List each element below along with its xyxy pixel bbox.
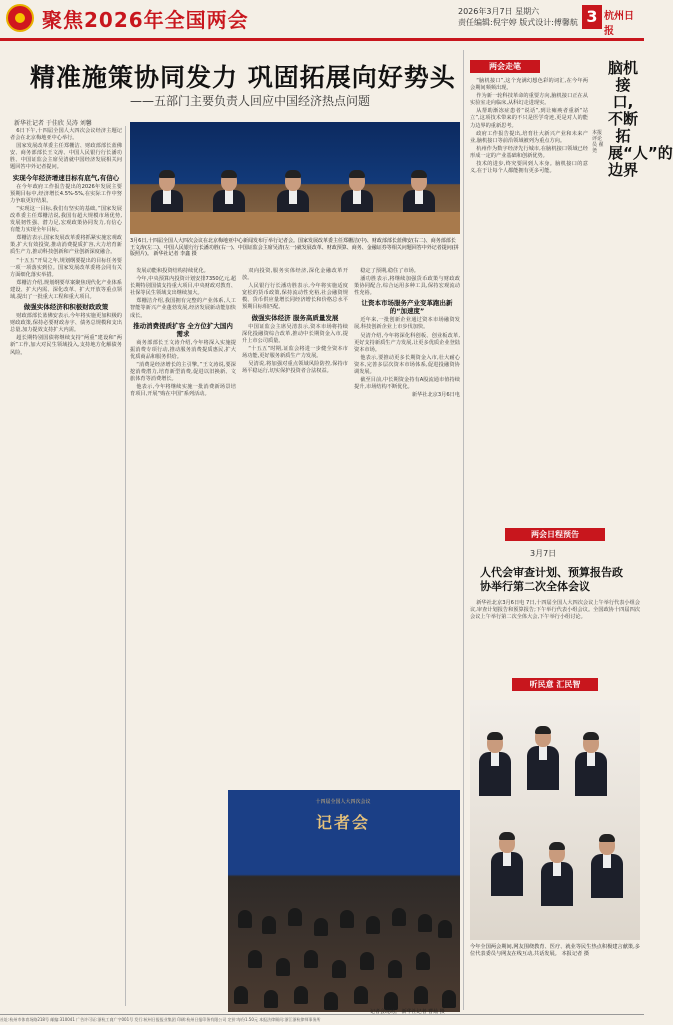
stage-subtitle: 十四届全国人大四次会议 bbox=[315, 799, 371, 805]
paragraph: 郑栅洁表示,国家发展改革委将抓紧实施宏观政策,扩大有效投资,推动消费提质扩容,大力培育新质生产力,推动科技创新和产业创新深度融合。 bbox=[10, 235, 122, 256]
paragraph: 在今年政府工作报告提出的2026年发展主要预期目标中,经济增长4.5%-5%,在实际工作中努力争取更好结果。 bbox=[10, 183, 122, 204]
paragraph: 吴清介绍,今年将深化科创板、创业板改革,更好支持新质生产力发展,让更多优质企业登陆资本市场。 bbox=[354, 332, 460, 353]
section-heading: 推动消费提质扩容 全方位扩大国内需求 bbox=[133, 321, 233, 338]
paragraph: 作为新一轮科技革命的重要方向,脑机接口正在从实验室走向临床,从科幻走进现实。 bbox=[470, 93, 588, 107]
article-column-4 bbox=[354, 268, 460, 788]
national-emblem-icon bbox=[6, 4, 34, 32]
paragraph: 郑栅洁介绍,规划纲要草案聚焦现代化产业体系建设、扩大内需、深化改革、扩大开放等重点领域,提出了一批重大工程和重大项目。 bbox=[10, 279, 122, 300]
paragraph: 他表示,今年将继续实施一批消费新场景培育项目,开展“购在中国”系列活动。 bbox=[130, 384, 236, 398]
paragraph: 稳定了预期,稳住了市场。 bbox=[360, 268, 419, 274]
paragraph: 截至目前,中长期资金持有A股流通市值持续提升,市场结构不断优化。 bbox=[354, 377, 460, 391]
column-divider bbox=[463, 50, 464, 1010]
paragraph: 国家发展改革委主任郑栅洁、财政部部长蓝佛安、商务部部长王文涛、中国人民银行行长潘功胜、中国证监会主席吴清就中国经济发展相关问题回答中外记者提问。 bbox=[10, 143, 122, 171]
two-sessions-column-tag: 两会走笔 bbox=[470, 60, 540, 73]
paragraph: “十五五”开局之年,规划纲要提出的目标任务要一项一项落实到位。国家发展改革委将会同有关方面细化落实举措。 bbox=[10, 257, 122, 278]
section-heading: 做强实体经济和积极财政政策 bbox=[23, 303, 109, 312]
section-heading: 实现今年经济增速目标有底气,有信心 bbox=[12, 173, 120, 182]
article-subhead: ——五部门主要负责人回应中国经济热点问题 bbox=[130, 94, 371, 108]
commentary-body bbox=[470, 78, 588, 518]
article-column-2 bbox=[130, 268, 236, 788]
preview-body bbox=[470, 600, 640, 660]
paragraph: 今年,中央预算内投资计划安排7350亿元,超长期特别国债支持重大项目,中央财政对教育、社保等民生领域支出继续加大。 bbox=[130, 276, 236, 297]
newspaper-logo: 杭州日报 bbox=[604, 11, 634, 37]
paragraph: 超长期特别国债将继续支持“两重”建设和“两新”工作,加大对民生领域投入,支持地方化解债务风险。 bbox=[10, 335, 122, 356]
conference-hall-photo bbox=[228, 790, 460, 1012]
paragraph: 中国证监会主席吴清表示,资本市场将持续深化投融资综合改革,推动中长期资金入市,提升上市公司质量。 bbox=[242, 323, 348, 344]
section-heading: 让资本市场服务产业变革跑出新的“加速度” bbox=[361, 299, 453, 316]
date-line: 2026年3月7日 星期六 bbox=[458, 7, 540, 16]
date-info bbox=[458, 6, 578, 28]
paragraph: “消费是经济增长的主引擎。”王文涛说,要深挖消费潜力,培育新型消费,促进以旧换新、文旅体育等消费增长。 bbox=[130, 361, 236, 383]
section-title: 聚焦2026年全国两会 bbox=[42, 8, 249, 32]
paragraph: 发展动能和投资结构持续优化。 bbox=[136, 268, 209, 274]
preview-headline: 人代会审查计划、预算报告政协举行第二次全体会议 bbox=[480, 566, 623, 593]
photo-caption: 3月6日,十四届全国人大四次会议在北京梅地亚中心新闻发布厅举行记者会。国家发展改革委主任郑栅洁(中)、财政部部长蓝佛安(右二)、商务部部长王文涛(左二)、中国人民银行行长潘功胜(右一)、中国证监会主席吴清(左一)就发展改革、财政预算、商务、金融证券等相关问题回答中外记者提问(拼版照片)。 新华社记者 李鑫 摄 bbox=[130, 238, 459, 258]
paragraph: “十五五”时期,证监会将进一步健全资本市场功能,更好服务新质生产力发展。 bbox=[242, 345, 348, 359]
column-divider bbox=[125, 126, 126, 1006]
paragraph: 双向投资,服务实体经济,深化金融改革开放。 bbox=[242, 268, 348, 282]
paragraph: 财政部部长蓝佛安表示,今年将实施更加积极的财政政策,保持必要财政赤字、债务总规模和支出总量,加力提效支持扩大内需。 bbox=[10, 313, 122, 334]
article-column-3 bbox=[242, 268, 348, 788]
paragraph: 从帮助渐冻症患者“说话”,到让瘫痪者重新“站立”,这项技术带来的不只是医学奇迹,更是对人的能力边界的重新思考。 bbox=[470, 108, 588, 129]
paragraph: 6日下午,十四届全国人大四次会议经济主题记者会在北京梅地亚中心举行。 bbox=[10, 128, 122, 142]
paragraph: 郑栅洁介绍,我国拥有完整的产业体系,人工智能等新兴产业蓬勃发展,经济发展新动能加快成长。 bbox=[130, 298, 236, 319]
stage-title: 记者会 bbox=[315, 813, 370, 832]
paragraph: 吴清说,将加强对重点领域风险防控,保持市场平稳运行,切实保护投资者合法权益。 bbox=[242, 361, 348, 375]
podium-desk bbox=[130, 212, 460, 234]
press-conference-photo bbox=[130, 122, 460, 234]
schedule-preview-tag: 两会日程预告 bbox=[505, 528, 605, 541]
paragraph: “脑机接口”,这个充满幻想色彩的词汇,在今年两会期间频频出现。 bbox=[470, 78, 588, 92]
public-opinion-tag: 听民意 汇民智 bbox=[512, 678, 598, 691]
preview-date: 3月7日 bbox=[530, 549, 557, 558]
paragraph: 技术的进步,终究要回到人本身。脑机接口的意义,在于让每个人都能拥有更多可能。 bbox=[470, 161, 588, 175]
photo2-caption: 记者会现场。 新华社记者 曹灿 摄 bbox=[370, 1009, 445, 1015]
article-byline: 新华社记者 于佳欣 吴涛 刘馨 bbox=[14, 120, 92, 127]
commentary-title: 脑机接口,不断拓展“人”的边界 bbox=[608, 59, 673, 179]
commentary-author: 本报评论员 翟尧 bbox=[592, 130, 604, 154]
article-credit: 新华社北京3月6日电 bbox=[411, 392, 460, 399]
paragraph: 商务部部长王文涛介绍,今年将深入实施提振消费专项行动,推动服务消费提质惠民,扩大优质商品和服务供给。 bbox=[130, 339, 236, 360]
paragraph: 他表示,要推动更多长期资金入市,壮大耐心资本,完善多层次资本市场体系,促进投融资协调发展。 bbox=[354, 354, 460, 376]
page-number: 3 bbox=[582, 5, 602, 29]
paragraph: 潘功胜表示,将继续加强货币政策与财政政策协同配合,综合运用多种工具,保持宏观流动性充裕。 bbox=[354, 276, 460, 297]
paragraph: 近年来,一批创新企业通过资本市场融资发展,科技创新企业上市步伐加快。 bbox=[354, 317, 460, 331]
paragraph: 政府工作报告提出,培育壮大新兴产业和未来产业,脑机接口等前沿领域被列为重点方向。 bbox=[470, 130, 588, 144]
section-heading: 做强实体经济 服务高质量发展 bbox=[251, 313, 339, 322]
paragraph: “实现这一目标,我们有坚实的基础。”国家发展改革委主任郑栅洁说,我国有超大规模市场优势,发展韧性强、潜力足,宏观政策协同发力,有信心有能力实现全年目标。 bbox=[10, 205, 122, 234]
article-column-1 bbox=[10, 128, 122, 1008]
paragraph: 人民银行行长潘功胜表示,今年将实施适度宽松的货币政策,保持流动性充裕,社会融资规模、货币供应量增长同经济增长和价格总水平预期目标相匹配。 bbox=[242, 283, 348, 311]
article-headline: 精准施策协同发力 巩固拓展向好势头 bbox=[30, 63, 456, 92]
online-interaction-photo bbox=[470, 700, 640, 940]
page-footer: 社址:杭州市体育场路218号 邮编:310041 广告许可证:浙杭工商广字001号 发行:杭州日报报业集团 印刷:杭州日报印务有限公司 定价:每份1.50元 本报法律顾问:浙江浙杭律师事务所 bbox=[0, 1014, 644, 1025]
photo3-caption: 今年全国两会期间,网友围绕教育、医疗、就业等民生热点积极建言献策,多位代表委员与网友在线互动,共话发展。 本报记者 摄 bbox=[470, 944, 640, 957]
paragraph: 杭州作为数字经济先行城市,在脑机接口领域已经形成一定的产业基础和创新优势。 bbox=[470, 145, 588, 159]
paragraph: 新华社北京3月6日电 7日,十四届全国人大四次会议上午举行代表小组会议,审查计划报告和预算报告;下午举行代表小组会议。全国政协十四届四次会议上午举行第二次全体大会,下午举行小组讨论。 bbox=[470, 600, 640, 621]
editor-line: 责任编辑:倪宇婷 版式设计:傅馨航 bbox=[458, 18, 578, 27]
